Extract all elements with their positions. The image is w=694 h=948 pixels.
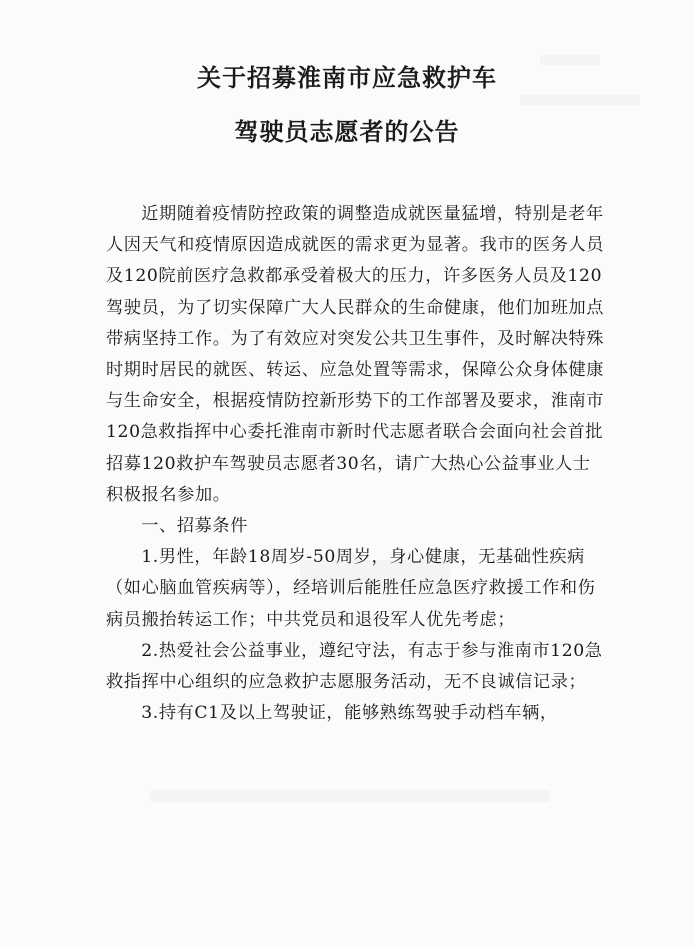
section-heading-recruitment-conditions: 一、招募条件 [141, 516, 248, 537]
bleed-through-mark [150, 790, 550, 802]
document-title-line2: 驾驶员志愿者的公告 [234, 118, 460, 146]
condition-item-3: 3.持有C1及以上驾驶证，能够熟练驾驶手动档车辆， [141, 703, 558, 724]
document-title-line1: 关于招募淮南市应急救护车 [197, 64, 497, 92]
condition-item-1: 1.男性，年龄18周岁-50周岁，身心健康，无基础性疾病（如心脑血管疾病等），经培训后能胜任应急医疗救援工作和伤病员搬抬转运工作；中共党员和退役军人优先考虑； [106, 547, 596, 630]
condition-item-2: 2.热爱社会公益事业，遵纪守法，有志于参与淮南市120急救指挥中心组织的应急救护志愿服务活动，无不良诚信记录； [106, 640, 603, 693]
bleed-through-mark [520, 95, 640, 105]
document-body [106, 199, 606, 729]
intro-paragraph: 近期随着疫情防控政策的调整造成就医量猛增，特别是老年人因天气和疫情原因造成就医的需求更为显著。我市的医务人员及120院前医疗急救都承受着极大的压力，许多医务人员及120驾驶员，为了切实保障广大人民群众的生命健康，他们加班加点带病坚持工作。为了有效应对突发公共卫生事件，及时解决特殊时期时居民的就医、转运、应急处置等需求，保障公众身体健康与生命安全，根据疫情防控新形势下的工作部署及要求，淮南市120急救指挥中心委托淮南市新时代志愿者联合会面向社会首批招募120救护车驾驶员志愿者30名，请广大热心公益事业人士积极报名参加。 [106, 204, 605, 505]
